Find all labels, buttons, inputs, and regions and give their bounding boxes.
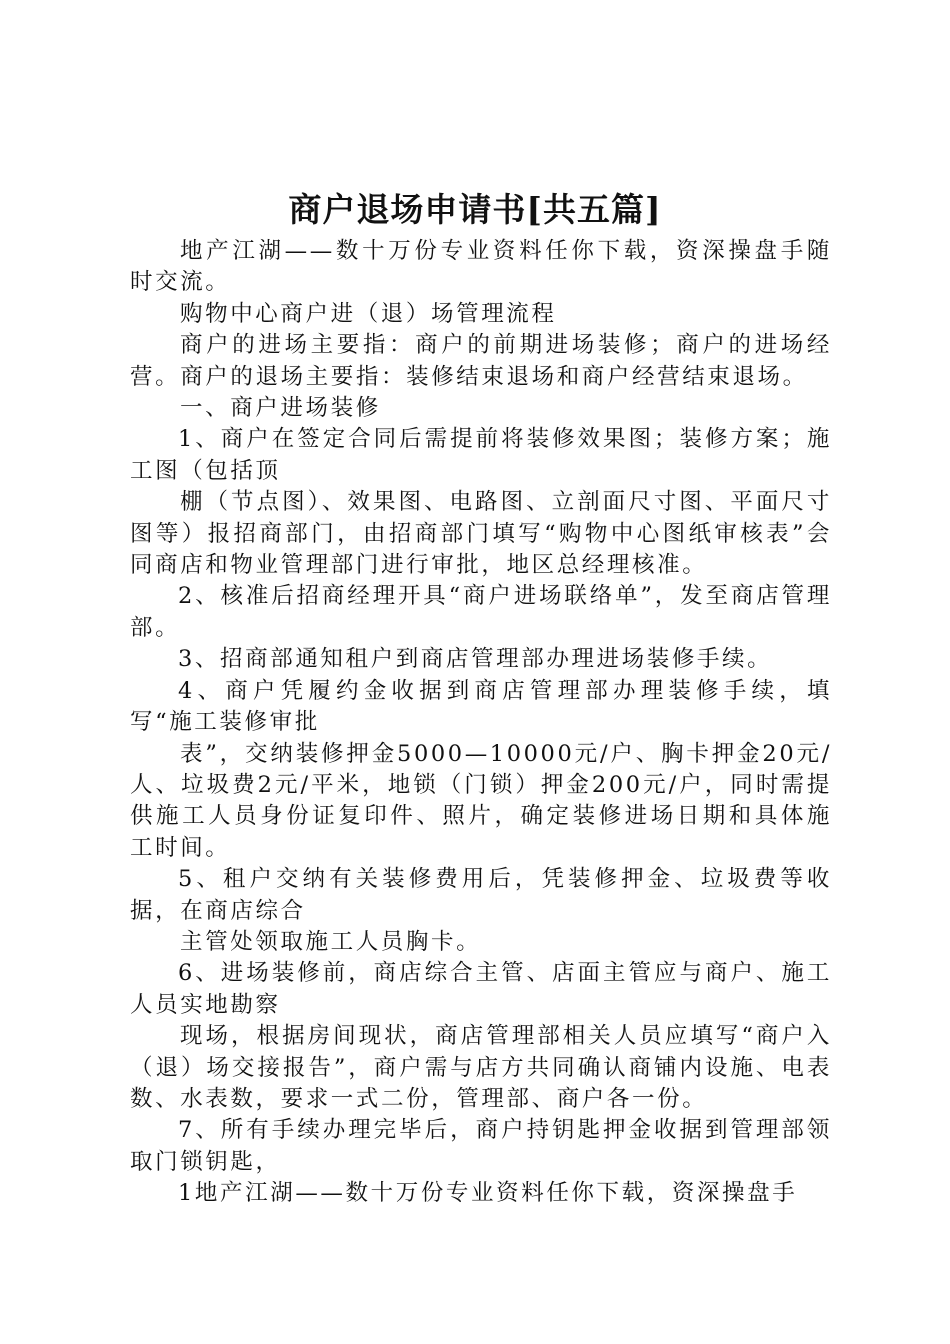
- paragraph-step-7: 7、所有手续办理完毕后，商户持钥匙押金收据到管理部领取门锁钥匙，: [130, 1117, 832, 1175]
- section-heading-renovation: 一、商户进场装修: [180, 395, 381, 422]
- paragraph-step-1b: 棚（节点图）、效果图、电路图、立剖面尺寸图、平面尺寸图等）报招商部门，由招商部门填写“购物中心图纸审核表”会同商店和物业管理部门进行审批，地区总经理核准。: [130, 489, 832, 579]
- paragraph-process-heading: 购物中心商户进（退）场管理流程: [180, 300, 557, 327]
- paragraph-step-5a: 5、租户交纳有关装修费用后，凭装修押金、垃圾费等收据，在商店综合: [130, 866, 832, 924]
- paragraph-step-6a: 6、进场装修前，商店综合主管、店面主管应与商户、施工人员实地勘察: [130, 960, 832, 1018]
- paragraph-footer-note: 1地产江湖——数十万份专业资料任你下载，资深操盘手: [178, 1180, 798, 1207]
- paragraph-step-6b: 现场，根据房间现状，商店管理部相关人员应填写“商户入（退）场交接报告”，商户需与店方共同确认商铺内设施、电表数、水表数，要求一式二份，管理部、商户各一份。: [130, 1023, 832, 1112]
- paragraph-step-3: 3、招商部通知租户到商店管理部办理进场装修手续。: [178, 646, 773, 673]
- paragraph-step-5b: 主管处领取施工人员胸卡。: [180, 928, 482, 955]
- paragraph-definitions: 商户的进场主要指：商户的前期进场装修；商户的进场经营。商户的退场主要指：装修结束退场和商户经营结束退场。: [130, 332, 832, 390]
- document-body: [130, 236, 832, 1210]
- paragraph-step-4a: 4、商户凭履约金收据到商店管理部办理装修手续，填写“施工装修审批: [130, 677, 832, 736]
- paragraph-step-4b: 表”，交纳装修押金5000—10000元/户、胸卡押金20元/人、垃圾费2元/平米，地锁（门锁）押金200元/户，同时需提供施工人员身份证复印件、照片，确定装修进场日期和具体施工时间。: [130, 740, 832, 861]
- paragraph-step-1a: 1、商户在签定合同后需提前将装修效果图；装修方案；施工图（包括顶: [130, 426, 832, 484]
- document-title: 商户退场申请书[共五篇]: [288, 190, 662, 229]
- paragraph-intro: 地产江湖——数十万份专业资料任你下载，资深操盘手随时交流。: [130, 238, 832, 296]
- paragraph-step-2: 2、核准后招商经理开具“商户进场联络单”，发至商店管理部。: [130, 583, 832, 641]
